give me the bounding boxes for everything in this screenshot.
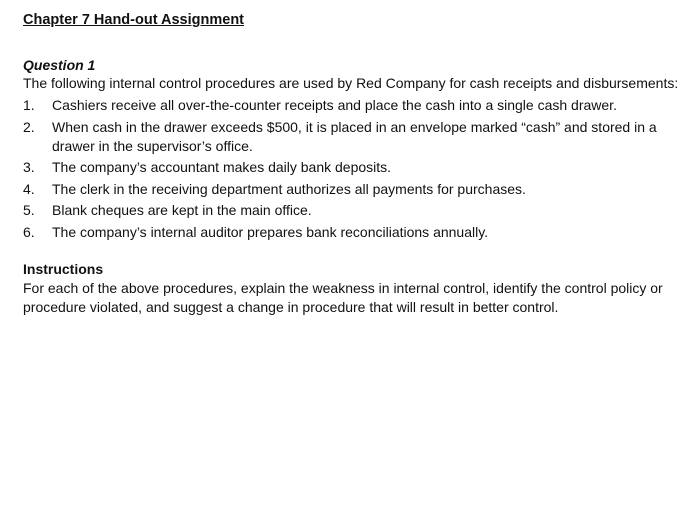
list-item-number: 3. xyxy=(23,159,35,175)
list-item-text: When cash in the drawer exceeds $500, it is placed in an envelope marked “cash” and stored in a drawer in the supervisor’s office. xyxy=(52,118,657,154)
list-item xyxy=(23,96,683,115)
list-item-text: The company’s internal auditor prepares bank reconciliations annually. xyxy=(52,223,489,240)
question-heading: Question 1 xyxy=(23,57,96,73)
list-item-text: Cashiers receive all over-the-counter receipts and place the cash into a single cash drawer. xyxy=(52,97,617,113)
list-item-number: 6. xyxy=(23,223,35,240)
instructions-body: For each of the above procedures, explain the weakness in internal control, identify the control policy or procedure violated, and suggest a change in procedure that will result in better control. xyxy=(23,279,663,315)
document-title: Chapter 7 Hand-out Assignment xyxy=(23,12,245,28)
list-item xyxy=(23,201,683,220)
list-item-number: 2. xyxy=(23,118,35,135)
list-item-text: The clerk in the receiving department authorizes all payments for purchases. xyxy=(52,180,526,197)
procedure-list xyxy=(23,96,683,242)
list-item xyxy=(23,118,683,156)
document-page xyxy=(23,10,683,317)
list-item-number: 4. xyxy=(23,180,35,197)
list-item-number: 1. xyxy=(23,97,35,113)
list-item-text: Blank cheques are kept in the main office. xyxy=(52,202,312,218)
question-intro: The following internal control procedures are used by Red Company for cash receipts and disbursements: xyxy=(23,75,679,91)
list-item xyxy=(23,223,683,242)
list-item xyxy=(23,158,683,177)
list-item-number: 5. xyxy=(23,202,35,218)
list-item xyxy=(23,180,683,199)
list-item-text: The company’s accountant makes daily bank deposits. xyxy=(52,159,392,175)
instructions-heading: Instructions xyxy=(23,260,104,277)
